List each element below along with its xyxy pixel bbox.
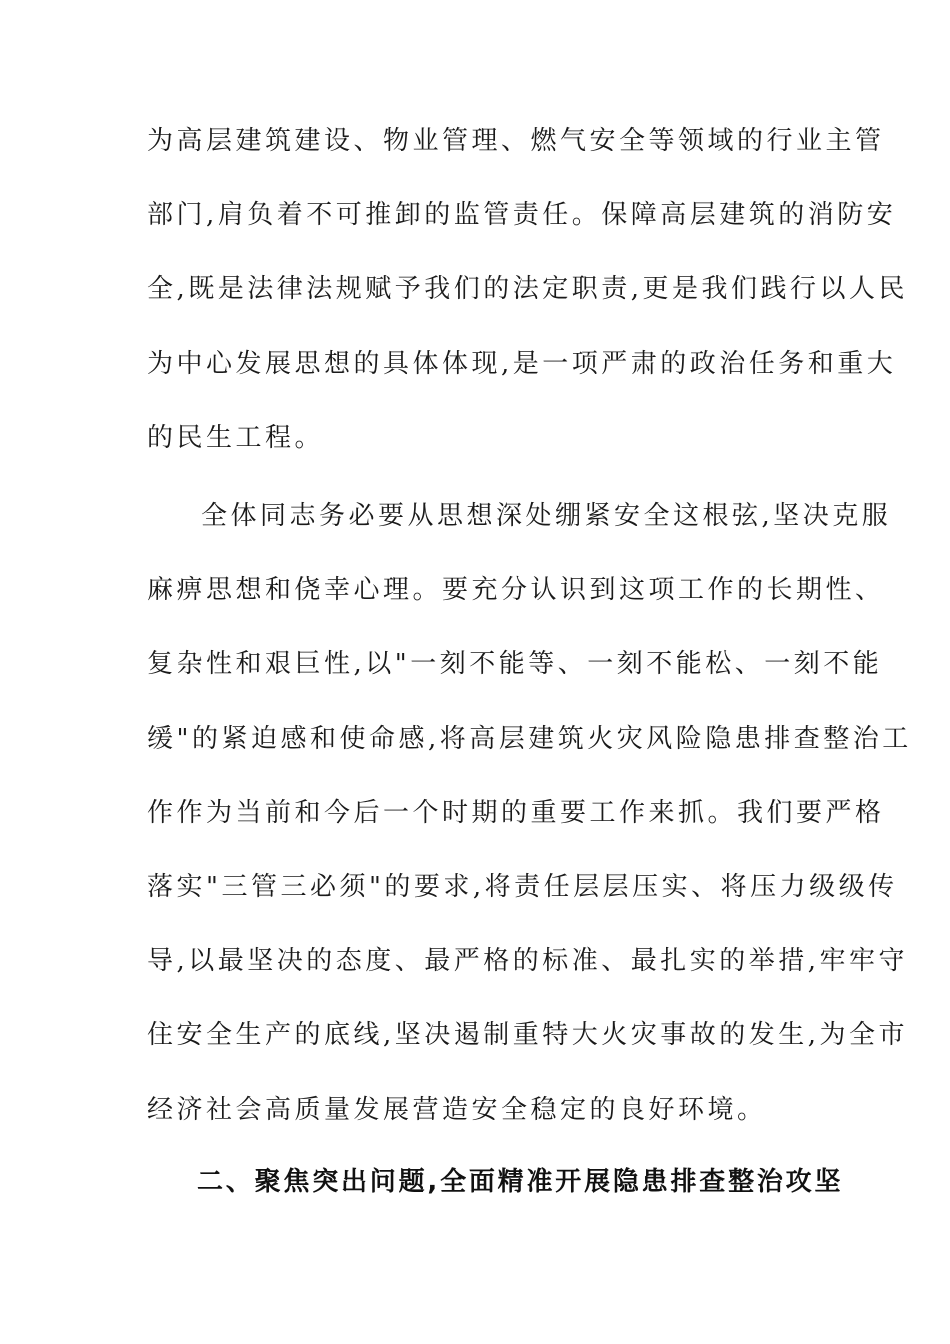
paragraph-line: 落实"三管三必须"的要求,将责任层层压实、将压力级级传 bbox=[147, 871, 898, 902]
paragraph-line: 作作为当前和今后一个时期的重要工作来抓。我们要严格 bbox=[147, 797, 885, 828]
paragraph-2 bbox=[147, 479, 912, 1147]
paragraph-line: 麻痹思想和侥幸心理。要充分认识到这项工作的长期性、 bbox=[147, 575, 885, 606]
paragraph-line: 住安全生产的底线,坚决遏制重特大火灾事故的发生,为全市 bbox=[147, 1020, 909, 1051]
section-heading: 二、聚焦突出问题,全面精准开展隐患排查整治攻坚 bbox=[197, 1167, 844, 1197]
paragraph-line: 部门,肩负着不可推卸的监管责任。保障高层建筑的消防安 bbox=[147, 200, 897, 231]
paragraph-line: 的民生工程。 bbox=[147, 422, 325, 453]
paragraph-line: 全体同志务必要从思想深处绷紧安全这根弦,坚决克服 bbox=[201, 501, 892, 531]
paragraph-1 bbox=[147, 104, 909, 475]
paragraph-line: 经济社会高质量发展营造安全稳定的良好环境。 bbox=[147, 1094, 767, 1125]
paragraph-line: 复杂性和艰巨性,以"一刻不能等、一刻不能松、一刻不能 bbox=[147, 649, 883, 680]
paragraph-line: 缓"的紧迫感和使命感,将高层建筑火灾风险隐患排查整治工 bbox=[147, 723, 912, 754]
paragraph-line: 为中心发展思想的具体体现,是一项严肃的政治任务和重大 bbox=[147, 348, 897, 379]
paragraph-line: 导,以最坚决的态度、最严格的标准、最扎实的举措,牢牢守 bbox=[147, 946, 909, 977]
paragraph-line: 为高层建筑建设、物业管理、燃气安全等领域的行业主管 bbox=[147, 126, 885, 156]
paragraph-line: 全,既是法律法规赋予我们的法定职责,更是我们践行以人民 bbox=[147, 274, 909, 305]
